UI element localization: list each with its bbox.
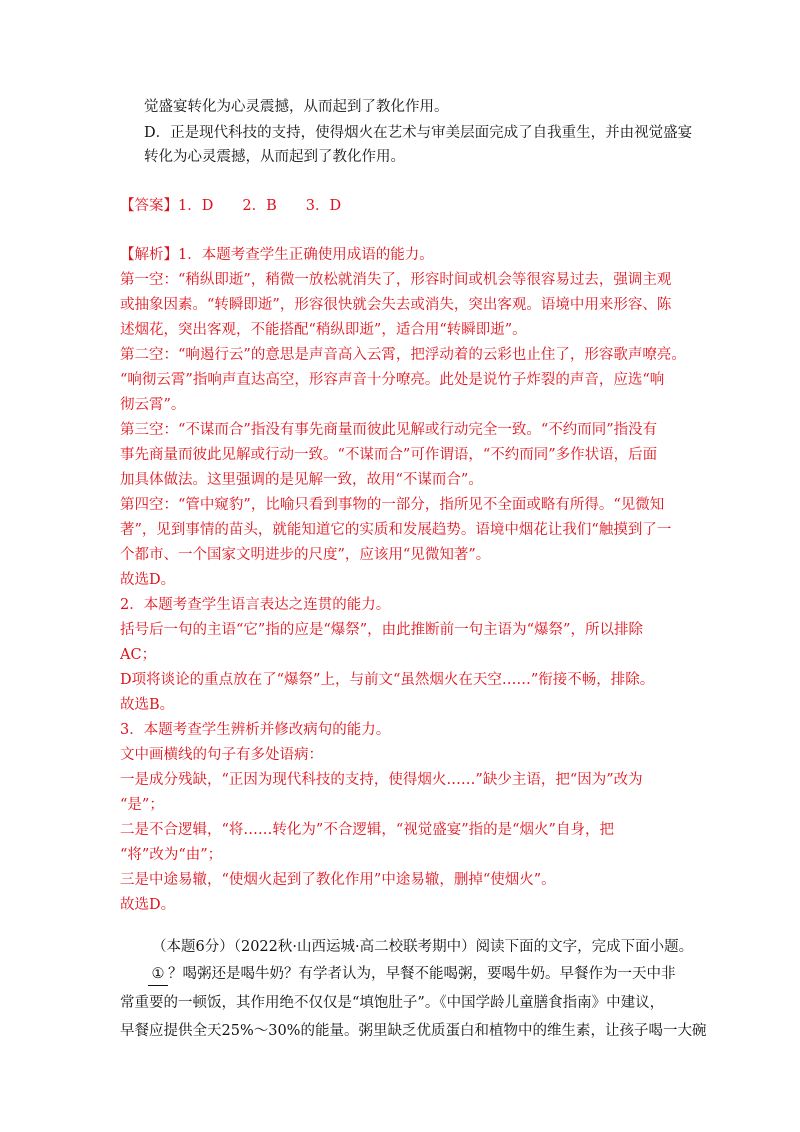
analysis-line: 加具体做法。这里强调的是见解一致，故用“不谋而合”。 xyxy=(120,472,483,488)
analysis-line: 第三空：“不谋而合”指没有事先商量而彼此见解或行动完全一致。“不约而同”指没有 xyxy=(120,422,658,438)
passage-line-2: 常重要的一顿饭，其作用绝不仅仅是“填饱肚子”。《中国学龄儿童膳食指南》中建议， xyxy=(120,995,665,1011)
analysis-line: 述烟花，突出客观，不能搭配“稍纵即逝”，适合用“转瞬即逝”。 xyxy=(120,322,527,338)
analysis-line: 第一空：“稍纵即逝”，稍微一放松就消失了，形容时间或机会等很容易过去，强调主观 xyxy=(120,272,672,288)
analysis-line: 一是成分残缺，“正因为现代科技的支持，使得烟火……”缺少主语，把“因为”改为 xyxy=(120,772,643,788)
analysis-line: 第二空：“响遏行云”的意思是声音高入云霄，把浮动着的云彩也止住了，形容歌声嘹亮。 xyxy=(120,347,686,363)
analysis-line: “响彻云霄”指响声直达高空，形容声音十分嘹亮。此处是说竹子炸裂的声音，应选“响 xyxy=(120,372,665,388)
analysis-line: 彻云霄”。 xyxy=(120,397,186,413)
passage-line-3: 早餐应提供全天25%～30%的能量。粥里缺乏优质蛋白和植物中的维生素，让孩子喝一大碗 xyxy=(120,1023,707,1039)
analysis-line: 故选D。 xyxy=(120,897,176,913)
answer-tag: 【答案】 xyxy=(120,198,178,214)
analysis-line: “将”改为“由”； xyxy=(120,847,223,863)
passage-text: ？喝粥还是喝牛奶？有学者认为，早餐不能喝粥，要喝牛奶。早餐作为一天中非 xyxy=(168,966,676,982)
analysis-line: 著”，见到事情的苗头，就能知道它的实质和发展趋势。语境中烟花让我们“触摸到了一 xyxy=(120,522,672,538)
analysis-text: 1．本题考查学生正确使用成语的能力。 xyxy=(178,247,434,263)
analysis-line: 故选D。 xyxy=(120,572,176,588)
answer-text: 1．D 2．B 3．D xyxy=(178,198,342,214)
analysis-line: 第四空：“管中窥豹”，比喻只看到事物的一部分，指所见不全面或略有所得。“见微知 xyxy=(120,497,665,513)
analysis-line: “是”； xyxy=(120,797,164,813)
option-c-continuation: 觉盛宴转化为心灵震撼，从而起到了教化作用。 xyxy=(144,99,449,115)
analysis-line: 3．本题考查学生辨析并修改病句的能力。 xyxy=(120,722,391,738)
analysis-line: 2．本题考查学生语言表达之连贯的能力。 xyxy=(120,597,391,613)
analysis-line: 或抽象因素。“转瞬即逝”，形容很快就会失去或消失，突出客观。语境中用来形容、陈 xyxy=(120,297,672,313)
analysis-line: 文中画横线的句子有多处语病： xyxy=(120,747,323,763)
analysis-line-1 xyxy=(120,244,700,266)
analysis-line: D项将谈论的重点放在了“爆祭”上，与前文“虽然烟火在天空……”衔接不畅，排除。 xyxy=(120,672,655,688)
blank-marker: ① xyxy=(148,963,168,986)
option-d-line2: 转化为心灵震撼，从而起到了教化作用。 xyxy=(144,149,405,165)
analysis-tag: 【解析】 xyxy=(120,247,178,263)
analysis-line: 三是中途易辙，“使烟火起到了教化作用”中途易辙，删掉“使烟火”。 xyxy=(120,872,556,888)
option-d-line1: D．正是现代科技的支持，使得烟火在艺术与审美层面完成了自我重生，并由视觉盛宴 xyxy=(144,125,693,141)
analysis-line: 括号后一句的主语“它”指的应是“爆祭”，由此推断前一句主语为“爆祭”，所以排除 xyxy=(120,622,643,638)
analysis-line: 事先商量而彼此见解或行动一致。“不谋而合”可作谓语，“不约而同”多作状语，后面 xyxy=(120,447,658,463)
analysis-line: 二是不合逻辑，“将……转化为”不合逻辑，“视觉盛宴”指的是“烟火”自身，把 xyxy=(120,822,614,838)
passage-line-1 xyxy=(148,963,708,986)
analysis-line: AC； xyxy=(120,647,157,663)
answer-line xyxy=(120,195,700,217)
analysis-line: 个都市、一个国家文明进步的尺度”，应该用“见微知著”。 xyxy=(120,547,491,563)
analysis-line: 故选B。 xyxy=(120,697,175,713)
question-header: （本题6分）（2022秋·山西运城·高二校联考期中）阅读下面的文字，完成下面小题。 xyxy=(152,939,694,955)
